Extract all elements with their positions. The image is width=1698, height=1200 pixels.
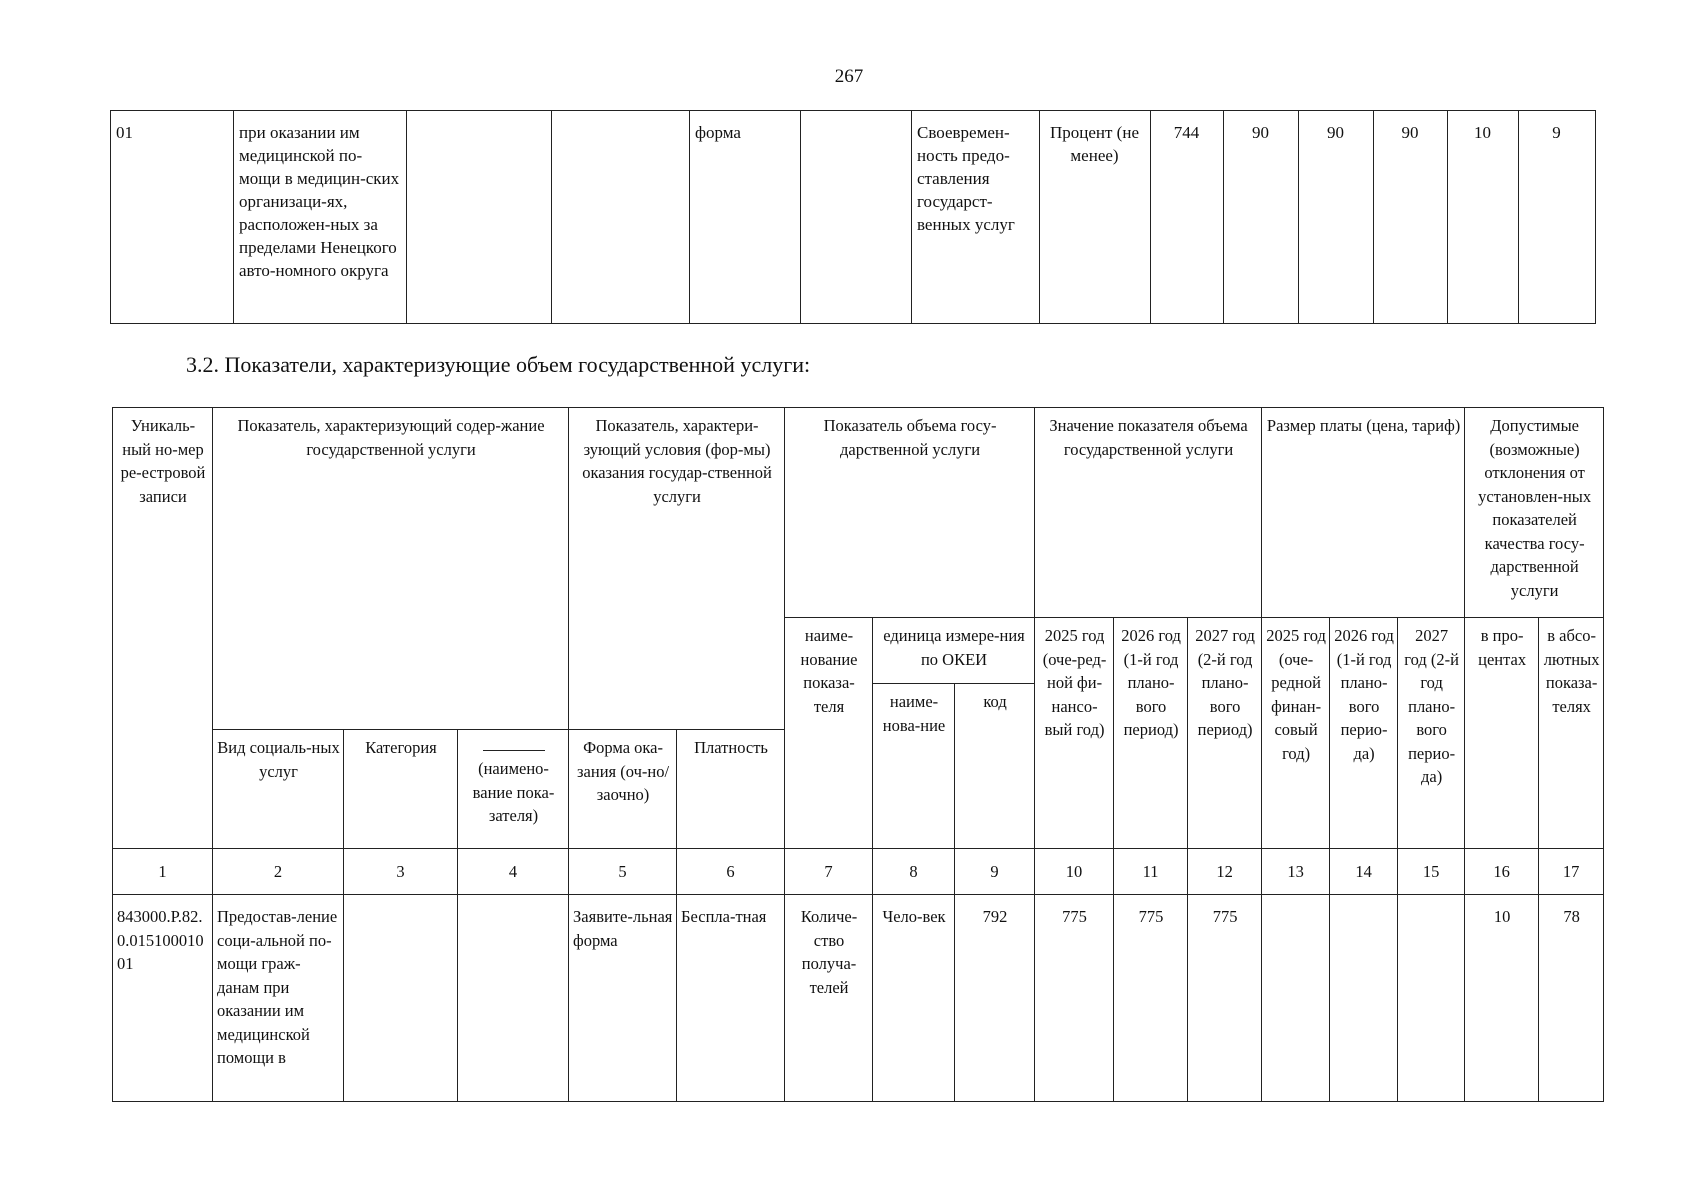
section-title: 3.2. Показатели, характеризующие объем государственной услуги:: [186, 352, 811, 377]
column-number: 4: [458, 849, 569, 895]
indicator-name-cell: [458, 895, 569, 1102]
column-number: 12: [1188, 849, 1262, 895]
header-fee: Размер платы (цена, тариф): [1262, 408, 1465, 618]
column-number: 5: [569, 849, 677, 895]
unit-name-cell: Чело-век: [873, 895, 955, 1102]
fee-2026-cell: [1330, 895, 1398, 1102]
header-2025-value: 2025 год (оче-ред-ной фи-нансо-вый год): [1035, 618, 1114, 849]
header-indicator-name-text: (наимено-вание пока-зателя): [472, 759, 555, 825]
header-unit-name: наиме-нова-ние: [873, 684, 955, 849]
column-number: 1: [113, 849, 213, 895]
form-cell: Заявите-льная форма: [569, 895, 677, 1102]
header-indicator-name: [458, 730, 569, 849]
table-row: [111, 111, 1596, 324]
table-row: [113, 895, 1604, 1102]
deviation-percent-cell: 10: [1448, 111, 1519, 324]
value-2025-cell: 775: [1035, 895, 1114, 1102]
blank-line: [483, 736, 545, 751]
header-2025-fee: 2025 год (оче-редной финан-совый год): [1262, 618, 1330, 849]
registry-number-cell: 843000.Р.82.0.01510001001: [113, 895, 213, 1102]
column-number: 7: [785, 849, 873, 895]
deviation-absolute-cell: 9: [1519, 111, 1596, 324]
volume-indicators-table: [112, 407, 1604, 1102]
column-number: 11: [1114, 849, 1188, 895]
unit-code-cell: 792: [955, 895, 1035, 1102]
header-volume-indicator: Показатель объема госу-дарственной услуги: [785, 408, 1035, 618]
header-conditions-indicator: Показатель, характери-зующий условия (фор-мы) оказания государ-ственной услуги: [569, 408, 785, 730]
unit-cell: Процент (не менее): [1040, 111, 1151, 324]
column-number: 16: [1465, 849, 1539, 895]
header-volume-value: Значение показателя объема государственной услуги: [1035, 408, 1262, 618]
value-2026-cell: 775: [1114, 895, 1188, 1102]
column-number: 10: [1035, 849, 1114, 895]
header-2026-fee: 2026 год (1-й год плано-вого перио-да): [1330, 618, 1398, 849]
service-content-cell: при оказании им медицинской по-мощи в медицин-ских организаци-ях, расположен-ных за пределами Ненецкого авто-номного округа: [234, 111, 407, 324]
header-name: наиме-нование показа-теля: [785, 618, 873, 849]
header-content-indicator: Показатель, характеризующий содер-жание государственной услуги: [213, 408, 569, 730]
form-cell: форма: [690, 111, 801, 324]
header-category: Категория: [344, 730, 458, 849]
quality-indicators-table-continued: [110, 110, 1596, 324]
header-social-service-type: Вид социаль-ных услуг: [213, 730, 344, 849]
header-form: Форма ока-зания (оч-но/заочно): [569, 730, 677, 849]
header-in-percent: в про-центах: [1465, 618, 1539, 849]
header-deviations: Допустимые (возможные) отклонения от установлен-ных показателей качества госу-дарственной услуги: [1465, 408, 1604, 618]
table-cell: [801, 111, 912, 324]
column-number: 9: [955, 849, 1035, 895]
okei-code-cell: 744: [1151, 111, 1224, 324]
payment-cell: Беспла-тная: [677, 895, 785, 1102]
value-2027-cell: 90: [1374, 111, 1448, 324]
deviation-absolute-cell: 78: [1539, 895, 1604, 1102]
category-cell: [344, 895, 458, 1102]
header-2026-value: 2026 год (1-й год плано-вого период): [1114, 618, 1188, 849]
header-unit-code: код: [955, 684, 1035, 849]
header-2027-fee: 2027 год (2-й год плано-вого перио-да): [1398, 618, 1465, 849]
volume-indicator-name-cell: Количе-ство получа-телей: [785, 895, 873, 1102]
header-unit-okei: единица измере-ния по ОКЕИ: [873, 618, 1035, 684]
indicator-name-cell: Своевремен-ность предо-ставления государст-венных услуг: [912, 111, 1040, 324]
header-2027-value: 2027 год (2-й год плано-вого период): [1188, 618, 1262, 849]
column-number: 15: [1398, 849, 1465, 895]
value-2027-cell: 775: [1188, 895, 1262, 1102]
column-number: 14: [1330, 849, 1398, 895]
registry-number-cell: 01: [111, 111, 234, 324]
header-payment: Платность: [677, 730, 785, 849]
column-number: 8: [873, 849, 955, 895]
value-2025-cell: 90: [1224, 111, 1299, 324]
table-cell: [552, 111, 690, 324]
column-number: 13: [1262, 849, 1330, 895]
value-2026-cell: 90: [1299, 111, 1374, 324]
table-cell: [407, 111, 552, 324]
deviation-percent-cell: 10: [1465, 895, 1539, 1102]
social-service-type-cell: Предостав-ление соци-альной по-мощи граж-данам при оказании им медицинской помощи в: [213, 895, 344, 1102]
header-row-1: [113, 408, 1604, 618]
fee-2027-cell: [1398, 895, 1465, 1102]
column-number: 6: [677, 849, 785, 895]
header-in-absolute: в абсо-лютных показа-телях: [1539, 618, 1604, 849]
column-number: 2: [213, 849, 344, 895]
page-number: 267: [834, 66, 864, 87]
column-number: 3: [344, 849, 458, 895]
column-numbers-row: [113, 849, 1604, 895]
header-unique-number: Уникаль-ный но-мер ре-естровой записи: [113, 408, 213, 849]
column-number: 17: [1539, 849, 1604, 895]
fee-2025-cell: [1262, 895, 1330, 1102]
